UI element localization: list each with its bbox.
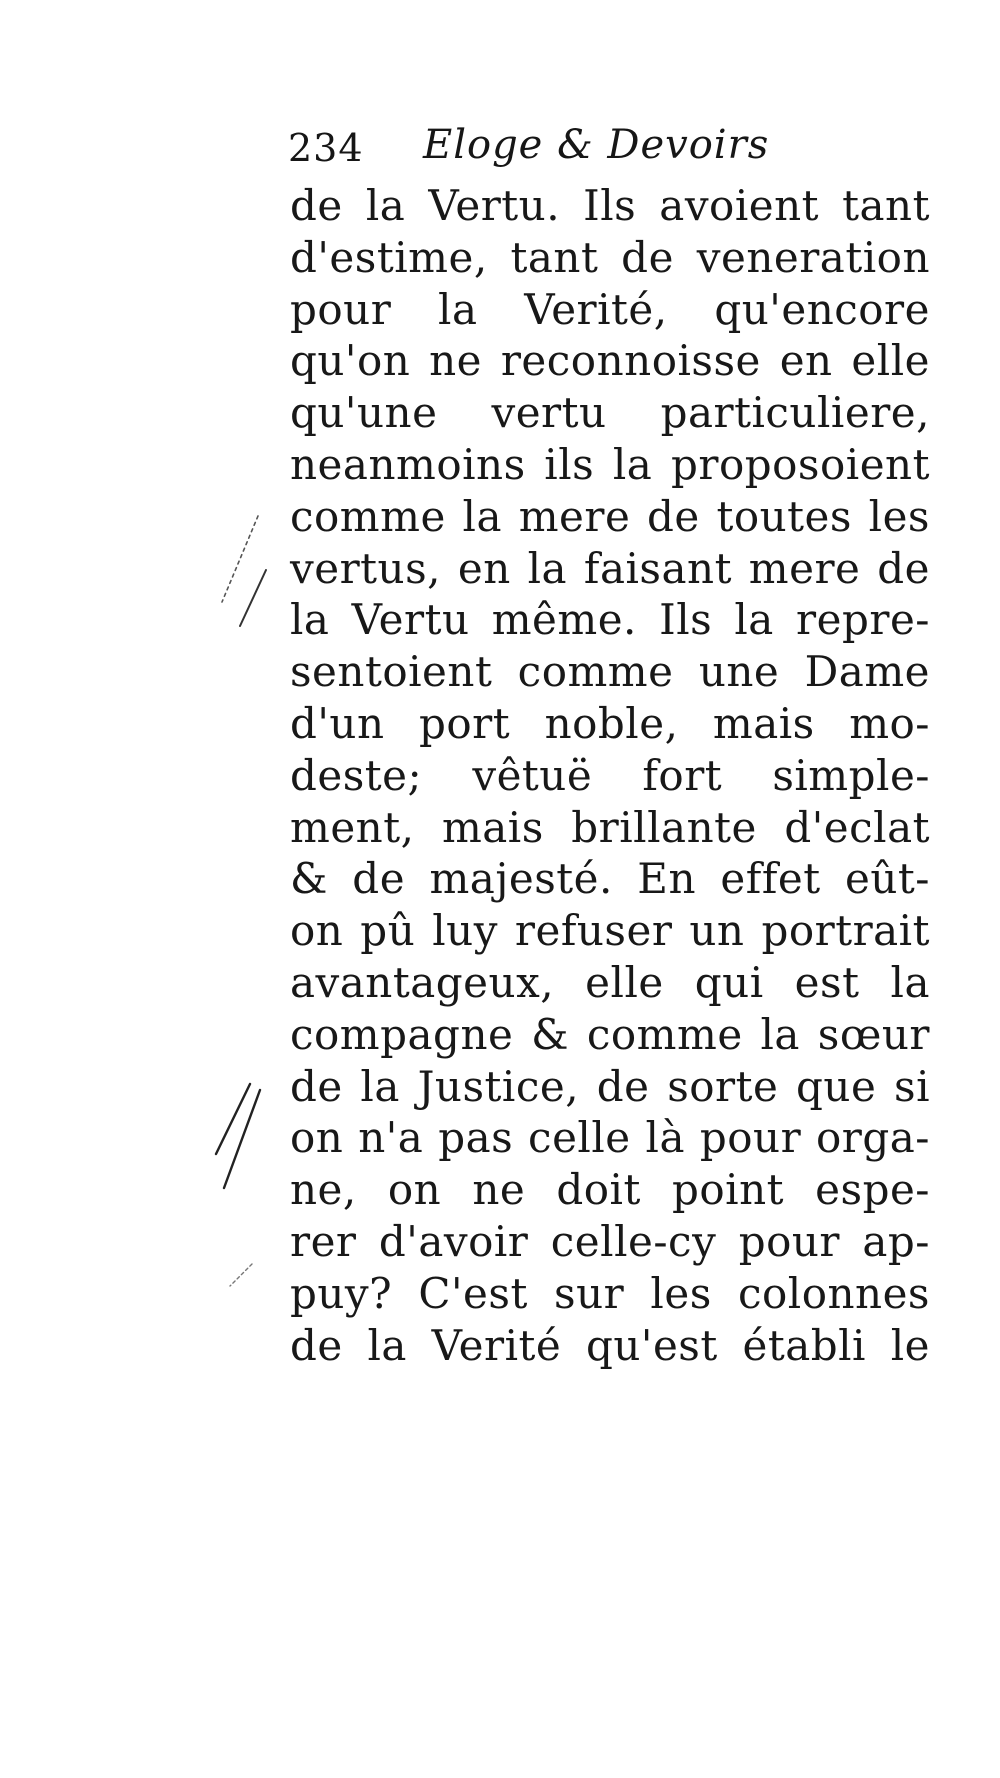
text-line-19: on n'a pas celle là pour orga- — [290, 1113, 930, 1163]
text-line-20: ne, on ne doit point espe- — [290, 1165, 930, 1215]
page-number: 234 — [288, 126, 364, 170]
text-line-8: vertus, en la faisant mere de — [290, 543, 930, 593]
text-line-15: on pû luy refuser un portrait — [290, 906, 930, 956]
running-title: Eloge & Devoirs — [423, 122, 770, 168]
text-line-22: puy? C'est sur les colonnes — [290, 1268, 930, 1318]
text-line-23: de la Verité qu'est établi le — [290, 1320, 930, 1370]
text-line-17: compagne & comme la sœur — [290, 1009, 930, 1059]
text-line-18: de la Justice, de sorte que si — [290, 1061, 930, 1111]
running-head — [288, 120, 928, 180]
text-line-7: comme la mere de toutes les — [290, 491, 930, 541]
text-line-9: la Vertu même. Ils la repre- — [290, 595, 930, 645]
text-line-5: qu'une vertu particuliere, — [290, 388, 930, 438]
text-line-6: neanmoins ils la proposoient — [290, 439, 930, 489]
text-line-1: de la Vertu. Ils avoient tant — [290, 181, 930, 230]
margin-pencil-mark-double — [210, 1080, 270, 1200]
text-line-3: pour la Verité, qu'encore — [290, 284, 930, 334]
text-line-12: deste; vêtuë fort simple- — [290, 750, 930, 800]
text-line-10: sentoient comme une Dame — [290, 647, 930, 697]
text-line-21: rer d'avoir celle-cy pour ap- — [290, 1216, 930, 1266]
margin-pencil-mark-bottom — [220, 1258, 260, 1298]
text-line-14: & de majesté. En effet eût- — [290, 854, 930, 904]
body-text — [290, 180, 930, 1371]
text-line-2: d'estime, tant de veneration — [290, 232, 930, 282]
text-line-11: d'un port noble, mais mo- — [290, 698, 930, 748]
text-line-13: ment, mais brillante d'eclat — [290, 802, 930, 852]
margin-pencil-mark-top — [210, 510, 270, 630]
text-line-16: avantageux, elle qui est la — [290, 957, 930, 1007]
text-line-4: qu'on ne reconnoisse en elle — [290, 336, 930, 386]
